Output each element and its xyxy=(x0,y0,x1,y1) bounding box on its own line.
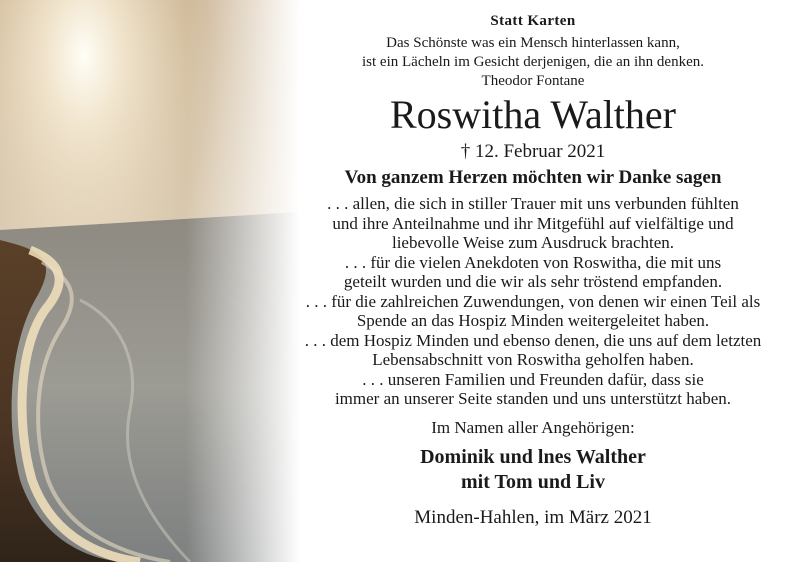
notice-text xyxy=(268,0,798,529)
quote-author: Theodor Fontane xyxy=(481,73,585,89)
body-line: . . . allen, die sich in stiller Trauer mit uns verbunden fühlten xyxy=(327,194,739,213)
body-line: geteilt wurden und die wir als sehr tröstend empfanden. xyxy=(343,272,723,291)
quote-line: Das Schönste was ein Mensch hinterlassen kann, xyxy=(386,35,680,51)
statt-karten-label: Statt Karten xyxy=(490,13,576,29)
body-line: und ihre Anteilnahme und ihr Mitgefühl auf vielfältige und xyxy=(332,213,734,233)
place-date: Minden-Hahlen, im März 2021 xyxy=(414,506,652,528)
thanks-heading: Von ganzem Herzen möchten wir Danke sagen xyxy=(344,167,722,188)
beach-sunset-photo xyxy=(0,0,300,562)
body-line: . . . dem Hospiz Minden und ebenso denen, die uns auf dem letzten xyxy=(304,330,762,350)
deceased-name: Roswitha Walther xyxy=(390,92,676,137)
body-line: . . . für die zahlreichen Zuwendungen, von denen wir einen Teil als xyxy=(305,291,761,311)
death-date: † 12. Februar 2021 xyxy=(460,141,606,162)
body-line: immer an unserer Seite standen und uns unterstützt haben. xyxy=(334,389,732,408)
quote-line: ist ein Lächeln im Gesicht derjenigen, die an ihn denken. xyxy=(362,54,704,70)
body-line: . . . für die vielen Anekdoten von Roswitha, die mit uns xyxy=(344,252,722,272)
body-line: liebevolle Weise zum Ausdruck brachten. xyxy=(391,233,675,252)
body-line: Spende an das Hospiz Minden weitergeleitet haben. xyxy=(356,311,710,330)
body-line: Lebensabschnitt von Roswitha geholfen haben. xyxy=(372,350,694,369)
body-line: . . . unseren Familien und Freunden dafür, dass sie xyxy=(362,369,704,389)
family-names: Dominik und lnes Walther xyxy=(420,445,646,468)
family-names: mit Tom und Liv xyxy=(461,470,605,493)
family-intro: Im Namen aller Angehörigen: xyxy=(431,417,635,437)
